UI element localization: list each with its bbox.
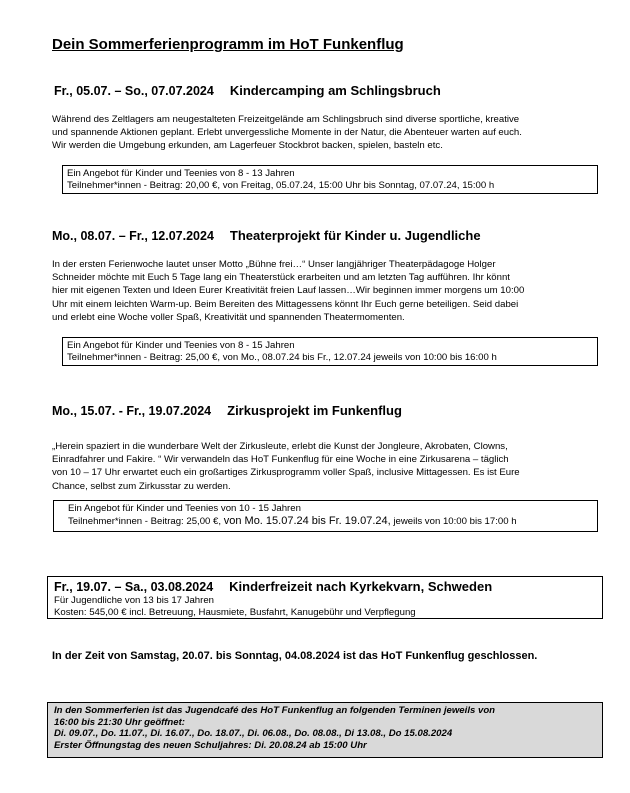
event-fee: Teilnehmer*innen - Beitrag: 20,00 €, von Freitag, 05.07.24, 15:00 Uhr bis Sonntag, 07.07.24, 15:00 h: [67, 180, 495, 191]
event-header-circus: [52, 403, 402, 418]
event-info-box-theater: [62, 337, 598, 366]
event-dates: Fr., 05.07. – So., 07.07.2024: [54, 84, 214, 98]
description-line: Uhr mit einem leichten Warm-up. Beim Bereiten des Mittagessens könnt Ihr Euch gerne beteiligen. Seid dabei: [52, 298, 519, 310]
cafe-dates: Di. 09.07., Do. 11.07., Di. 16.07., Do. 18.07., Di. 06.08., Do. 08.08., Di 13.08., Do 15.08.2024: [54, 728, 453, 740]
event-fee-amount: Teilnehmer*innen - Beitrag: 25,00 €,: [68, 516, 224, 527]
description-line: Chance, selbst zum Zirkusstar zu werden.: [52, 480, 231, 492]
event-offer: Ein Angebot für Kinder und Teenies von 10 - 15 Jahren: [68, 503, 301, 514]
cafe-line: 16:00 bis 21:30 Uhr geöffnet:: [54, 716, 185, 728]
event-info-box-circus: [53, 500, 598, 532]
event-description-circus: [52, 440, 598, 493]
event-header-sweden: [54, 579, 598, 595]
event-offer: Ein Angebot für Kinder und Teenies von 8 - 15 Jahren: [67, 340, 295, 351]
event-dates: Mo., 15.07. - Fr., 19.07.2024: [52, 404, 212, 418]
event-description-camping: [52, 113, 598, 153]
description-line: hier mit eigenen Texten und Ideen Eurer Kreativität freien Lauf lassen…Wir beginnen immer morgens um 10:00: [52, 285, 525, 297]
page-title: Dein Sommerferienprogramm im HoT Funkenflug: [52, 36, 404, 53]
description-line: von 10 – 17 Uhr erwartet euch ein großartiges Zirkusprogramm voller Spaß, inclusive Mittagessen. Es ist Eure: [52, 467, 520, 479]
cafe-opening-box: [47, 702, 603, 758]
event-offer: Für Jugendliche von 13 bis 17 Jahren: [54, 595, 214, 606]
description-line: Einradfahrer und Fakire. “ Wir verwandeln das HoT Funkenflug für eine Woche in eine Zirkusarena – täglich: [52, 454, 509, 466]
event-header-camping: [54, 83, 441, 98]
description-line: und spannende Aktionen geplant. Erlebt unvergessliche Momente in der Natur, die Abenteuer warten auf euch.: [52, 127, 522, 139]
description-line: Wir werden die Umgebung erkunden, am Lagerfeuer Stockbrot backen, spielen, basteln etc.: [52, 140, 443, 152]
event-fee: Teilnehmer*innen - Beitrag: 25,00 €, von Mo., 08.07.24 bis Fr., 12.07.24 jeweils von 10:00 bis 16:00 h: [67, 352, 497, 363]
event-fee: Kosten: 545,00 € incl. Betreuung, Hausmiete, Busfahrt, Kanugebühr und Verpflegung: [54, 607, 416, 618]
event-header-theater: [52, 228, 481, 243]
event-name: Zirkusprojekt im Funkenflug: [227, 403, 402, 418]
event-dates: Mo., 08.07. – Fr., 12.07.2024: [52, 229, 214, 243]
event-fee-times: jeweils von 10:00 bis 17:00 h: [390, 516, 517, 527]
closed-notice: In der Zeit von Samstag, 20.07. bis Sonntag, 04.08.2024 ist das HoT Funkenflug geschlossen.: [52, 650, 538, 662]
event-dates: Fr., 19.07. – Sa., 03.08.2024: [54, 580, 214, 594]
description-line: Schneider möchte mit Euch 5 Tage lang ein Theaterstück erarbeiten und am letzten Tag aufführen. Ihr könnt: [52, 272, 510, 284]
event-box-sweden: [47, 576, 603, 619]
event-name: Theaterprojekt für Kinder u. Jugendliche: [229, 228, 481, 243]
event-name: Kindercamping am Schlingsbruch: [229, 83, 441, 98]
event-description-theater: [52, 258, 598, 324]
event-info-box-camping: [62, 165, 598, 194]
description-line: „Herein spaziert in die wunderbare Welt der Zirkusleute, erlebt die Kunst der Jongleure, Akrobaten, Clowns,: [52, 441, 508, 452]
cafe-line: In den Sommerferien ist das Jugendcafé des HoT Funkenflug an folgenden Terminen jeweils von: [54, 705, 496, 716]
cafe-first-day: Erster Öffnungstag des neuen Schuljahres: Di. 20.08.24 ab 15:00 Uhr: [54, 739, 367, 751]
description-line: und erlebt eine Woche voller Spaß, Kreativität und spannenden Theatermomenten.: [52, 311, 405, 323]
event-offer: Ein Angebot für Kinder und Teenies von 8 - 13 Jahren: [67, 168, 295, 179]
description-line: Während des Zeltlagers am neugestalteten Freizeitgelände am Schlingsbruch sind diverse sportliche, kreative: [52, 114, 520, 125]
event-fee-dates: von Mo. 15.07.24 bis Fr. 19.07.24,: [223, 515, 391, 527]
description-line: In der ersten Ferienwoche lautet unser Motto „Bühne frei…“ Unser langjähriger Theaterpädagoge Holger: [52, 259, 496, 270]
event-name: Kinderfreizeit nach Kyrkekvarn, Schweden: [229, 579, 493, 594]
event-fee: [68, 515, 595, 528]
